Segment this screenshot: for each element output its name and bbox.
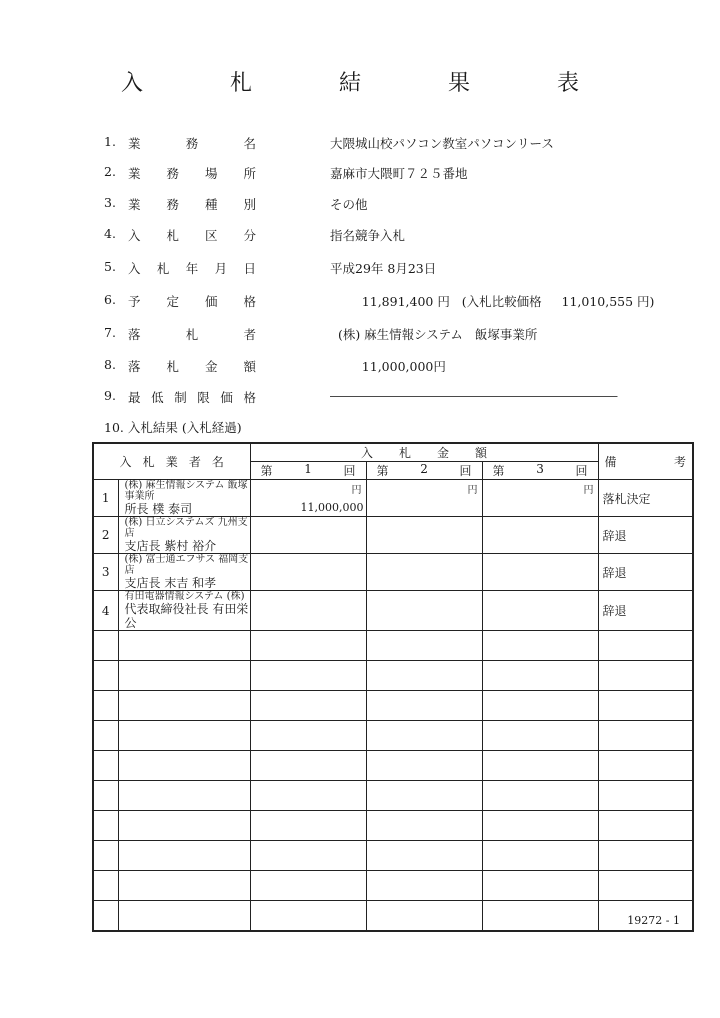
bid-amount-round-3	[482, 591, 598, 631]
item-label-char: 低	[151, 390, 164, 405]
remarks-cell	[598, 691, 693, 721]
row-index-cell	[93, 871, 118, 901]
item-label-char: 格	[243, 294, 256, 309]
bidder-name-cell	[118, 554, 250, 591]
item-label-char: 価	[204, 294, 218, 309]
bid-amount-round-3	[482, 631, 598, 661]
bid-amount-round-2	[366, 781, 482, 811]
item-label-char: 額	[243, 359, 256, 374]
header-round-char: 第	[260, 464, 273, 478]
table-row	[93, 841, 693, 871]
item-value: ―――――――――――――――――――――――	[330, 388, 618, 403]
bid-amount-round-2	[366, 811, 482, 841]
item-label	[128, 195, 256, 213]
header-round-char: 回	[575, 464, 588, 478]
header-remarks-char: 考	[674, 455, 687, 469]
item-row	[104, 164, 694, 184]
item-label-char: 所	[243, 166, 256, 181]
bidder-company: (株) 富士通エフサス 福岡支店	[124, 554, 249, 576]
header-name-char: 者	[188, 455, 201, 469]
bid-amount-round-3	[482, 871, 598, 901]
remarks-cell	[598, 631, 693, 661]
bid-amount-round-2	[366, 901, 482, 931]
item-label-char: 年	[185, 261, 199, 276]
header-round-text	[367, 462, 482, 479]
bid-amount-round-1	[250, 901, 366, 931]
item-label	[128, 388, 256, 406]
item-label	[128, 164, 256, 182]
section-10-heading: 10. 入札結果 (入札経過)	[104, 420, 242, 435]
row-index-cell	[93, 721, 118, 751]
item-number: 2.	[104, 164, 116, 179]
item-number: 1.	[104, 134, 116, 149]
header-round-char: 第	[376, 464, 389, 478]
table-row	[93, 721, 693, 751]
item-number: 5.	[104, 259, 116, 274]
header-amount-char: 入	[361, 446, 374, 460]
row-index-cell: 3	[93, 554, 118, 591]
item-label-char: 種	[204, 197, 218, 212]
item-row	[104, 195, 694, 215]
item-label-char: 入	[128, 228, 141, 243]
header-round-1	[250, 462, 366, 480]
bid-amount-round-3	[482, 554, 598, 591]
item-row	[104, 259, 694, 279]
header-round-char: 3	[536, 462, 544, 476]
bid-amount-round-3	[482, 811, 598, 841]
header-bid-amount	[250, 443, 598, 462]
row-index-cell: 2	[93, 517, 118, 554]
bidder-representative: 支店長 末吉 和孝	[124, 576, 217, 590]
item-label-char: 業	[128, 197, 141, 212]
table-row	[93, 554, 693, 591]
item-label-char: 札	[166, 228, 179, 243]
bid-amount-round-2	[366, 721, 482, 751]
bidder-representative: 所長 樸 泰司	[124, 502, 193, 516]
bid-amount-round-3	[482, 691, 598, 721]
bid-amount-round-1	[250, 841, 366, 871]
header-amount-char: 額	[475, 446, 488, 460]
item-label	[128, 226, 256, 244]
item-value: その他	[330, 197, 368, 212]
bid-amount-round-3	[482, 751, 598, 781]
page-code: 19272 - 1	[627, 914, 680, 927]
item-label-char: 務	[185, 136, 199, 151]
bid-amount-round-2	[366, 661, 482, 691]
bid-amount-round-1	[250, 661, 366, 691]
document-title: 入 札 結 果 表	[121, 71, 619, 96]
item-label-char: 分	[243, 228, 256, 243]
table-row	[93, 480, 693, 517]
item-row	[104, 134, 694, 154]
table-row	[93, 751, 693, 781]
table-row	[93, 691, 693, 721]
item-row	[104, 388, 694, 408]
header-round-2	[366, 462, 482, 480]
header-remarks-char: 備	[604, 455, 617, 469]
bid-amount-round-3	[482, 901, 598, 931]
row-index-cell	[93, 691, 118, 721]
bidder-name-cell	[118, 871, 250, 901]
item-label-char: 別	[243, 197, 256, 212]
item-value: 11,000,000円	[330, 359, 446, 374]
header-remarks	[598, 443, 693, 480]
row-index-cell	[93, 751, 118, 781]
item-value: 11,891,400 円 (入札比較価格 11,010,555 円)	[330, 294, 655, 309]
header-name-char: 入	[119, 455, 132, 469]
bid-amount-round-1	[250, 721, 366, 751]
bidder-representative: 代表取締役社長 有田栄公	[124, 602, 249, 630]
bid-amount-round-1	[250, 751, 366, 781]
item-label-char: 金	[204, 359, 218, 374]
header-name-char: 業	[165, 455, 178, 469]
bid-amount-round-1	[250, 554, 366, 591]
remarks-cell: 辞退	[598, 591, 693, 631]
item-label-char: 制	[174, 390, 187, 405]
header-round-char: 1	[304, 462, 312, 476]
item-number: 7.	[104, 325, 116, 340]
bidder-representative: 支店長 紫村 裕介	[124, 539, 217, 553]
item-label-char: 札	[166, 359, 179, 374]
item-label-char: 日	[243, 261, 256, 276]
item-label-char: 定	[166, 294, 179, 309]
item-number: 4.	[104, 226, 116, 241]
item-label-char: 札	[156, 261, 170, 276]
yen-unit: 円	[351, 485, 362, 496]
bid-amount-round-2	[366, 871, 482, 901]
bid-amount-round-3	[482, 841, 598, 871]
remarks-cell	[598, 721, 693, 751]
bid-amount-round-2	[366, 691, 482, 721]
remarks-cell	[598, 661, 693, 691]
bid-amount-round-3	[482, 781, 598, 811]
header-round-char: 回	[343, 464, 356, 478]
yen-unit: 円	[583, 485, 594, 496]
bid-amount-round-1	[250, 691, 366, 721]
bidder-name-cell	[118, 691, 250, 721]
bid-amount-round-3	[482, 721, 598, 751]
row-index-cell: 4	[93, 591, 118, 631]
item-label	[128, 325, 256, 343]
item-value: 平成29年 8月23日	[330, 261, 437, 276]
bidder-company: (株) 麻生情報システム 飯塚事業所	[124, 480, 248, 502]
item-label	[128, 259, 256, 277]
item-row	[104, 325, 694, 345]
item-label-char: 限	[197, 390, 210, 405]
item-value: 大隈城山校パソコン教室パソコンリース	[330, 136, 554, 151]
header-name-char: 名	[211, 455, 224, 469]
header-round-text	[251, 462, 366, 479]
item-label-char: 入	[128, 261, 141, 276]
table-row	[93, 811, 693, 841]
item-label-char: 最	[128, 390, 141, 405]
item-value: (株) 麻生情報システム 飯塚事業所	[330, 327, 538, 342]
item-label-char: 名	[243, 136, 256, 151]
bidder-name-cell	[118, 591, 250, 631]
item-label-char: 業	[128, 136, 141, 151]
bid-results-table	[92, 442, 694, 932]
item-label-char: 格	[243, 390, 256, 405]
row-index-cell: 1	[93, 480, 118, 517]
bidder-name-cell	[118, 721, 250, 751]
item-label-char: 務	[166, 197, 179, 212]
bidder-name-cell	[118, 631, 250, 661]
item-label	[128, 292, 256, 310]
bid-amount-round-2	[366, 751, 482, 781]
bid-amount-round-1	[250, 591, 366, 631]
item-row	[104, 357, 694, 377]
bid-amount-round-1	[250, 480, 366, 517]
bid-amount-round-2	[366, 480, 482, 517]
remarks-cell	[598, 751, 693, 781]
table-row	[93, 631, 693, 661]
remarks-cell	[598, 871, 693, 901]
item-label-char: 者	[243, 327, 256, 342]
bidder-name-cell	[118, 751, 250, 781]
bidder-name-cell	[118, 901, 250, 931]
header-amount-char: 札	[399, 446, 412, 460]
bidder-company: (株) 日立システムズ 九州支店	[124, 517, 248, 539]
bid-amount-round-2	[366, 631, 482, 661]
item-label-char: 区	[204, 228, 218, 243]
bid-amount-round-3	[482, 517, 598, 554]
bid-amount-round-1	[250, 781, 366, 811]
item-label-char: 落	[128, 359, 141, 374]
row-index-cell	[93, 781, 118, 811]
item-number: 6.	[104, 292, 116, 307]
bidder-name-cell	[118, 811, 250, 841]
bidder-name-cell	[118, 661, 250, 691]
header-round-char: 回	[459, 464, 472, 478]
item-row	[104, 292, 694, 312]
header-amount-char: 金	[437, 446, 450, 460]
bidder-name-cell	[118, 841, 250, 871]
table-row	[93, 871, 693, 901]
remarks-cell: 辞退	[598, 554, 693, 591]
header-round-3	[482, 462, 598, 480]
remarks-cell: 辞退	[598, 517, 693, 554]
item-label	[128, 357, 256, 375]
bid-amount-round-1	[250, 517, 366, 554]
header-round-text	[483, 462, 598, 479]
row-index-cell	[93, 841, 118, 871]
bid-amount-round-1	[250, 871, 366, 901]
item-label-char: 価	[220, 390, 233, 405]
row-index-cell	[93, 631, 118, 661]
table-row	[93, 901, 693, 931]
remarks-cell	[598, 811, 693, 841]
header-bidder-name	[93, 443, 250, 480]
bidder-company: 有田電器情報システム (株)	[124, 591, 245, 602]
item-value: 嘉麻市大隈町７２５番地	[330, 166, 468, 181]
item-number: 8.	[104, 357, 116, 372]
remarks-cell	[598, 781, 693, 811]
header-name-char: 札	[142, 455, 155, 469]
item-label-char: 業	[128, 166, 141, 181]
header-round-char: 第	[492, 464, 505, 478]
item-label-char: 月	[214, 261, 228, 276]
item-label-char: 務	[166, 166, 179, 181]
bid-amount-round-2	[366, 591, 482, 631]
table-row	[93, 661, 693, 691]
remarks-cell: 落札決定	[598, 480, 693, 517]
item-label-char: 落	[128, 327, 141, 342]
bid-amount-round-3	[482, 480, 598, 517]
bidder-name-cell	[118, 480, 250, 517]
bid-amount-value: 11,000,000	[300, 501, 364, 514]
row-index-cell	[93, 661, 118, 691]
item-label-char: 札	[185, 327, 199, 342]
bid-amount-round-2	[366, 517, 482, 554]
remarks-cell	[598, 841, 693, 871]
bid-amount-round-1	[250, 631, 366, 661]
yen-unit: 円	[467, 485, 478, 496]
header-round-char: 2	[420, 462, 428, 476]
item-label-char: 場	[204, 166, 218, 181]
bid-amount-round-2	[366, 841, 482, 871]
bidder-name-cell	[118, 517, 250, 554]
bid-amount-round-2	[366, 554, 482, 591]
table-row	[93, 781, 693, 811]
bid-amount-round-1	[250, 811, 366, 841]
item-number: 3.	[104, 195, 116, 210]
item-number: 9.	[104, 388, 116, 403]
item-value: 指名競争入札	[330, 228, 406, 243]
item-label-char: 予	[128, 294, 141, 309]
table-row	[93, 591, 693, 631]
item-row	[104, 226, 694, 246]
row-index-cell	[93, 901, 118, 931]
item-label	[128, 134, 256, 152]
bid-amount-round-3	[482, 661, 598, 691]
row-index-cell	[93, 811, 118, 841]
bidder-name-cell	[118, 781, 250, 811]
table-row	[93, 517, 693, 554]
